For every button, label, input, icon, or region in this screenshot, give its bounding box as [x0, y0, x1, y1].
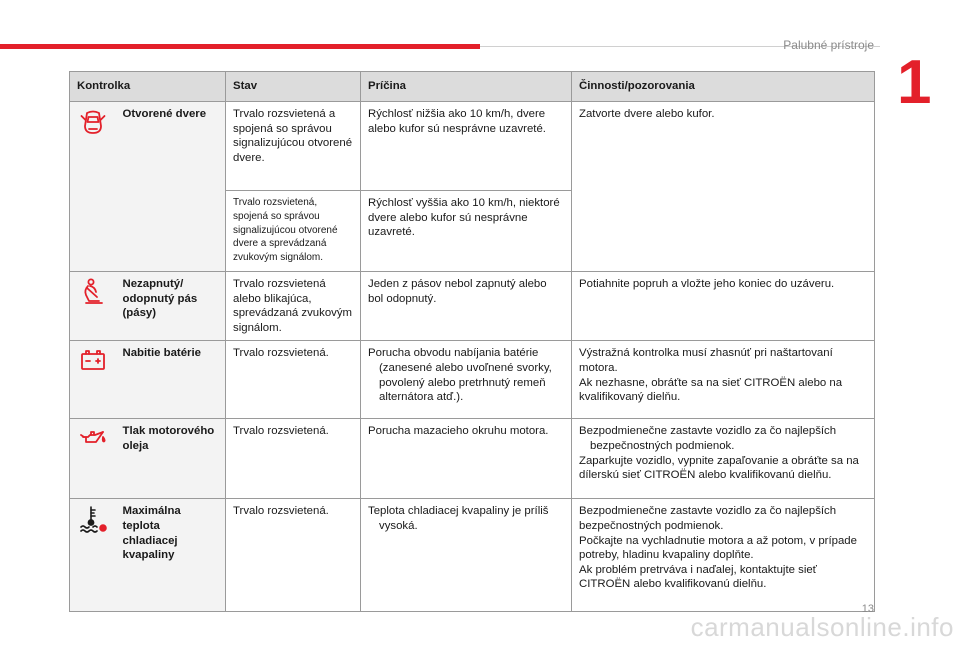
cause-cell: Rýchlosť vyššia ako 10 km/h, niektoré dvere alebo kufor sú nesprávne uzavreté.: [361, 191, 572, 272]
warning-lights-table: [69, 71, 875, 612]
action-cell: [572, 419, 875, 499]
header-pricina: Príčina: [361, 72, 572, 102]
cause-text: Porucha obvodu nabíjania batérie (zanesené alebo uvoľnené svorky, povolený alebo pretrhnutý remeň alternátora atď.).: [368, 347, 552, 404]
warning-name: Maximálna teplota chladiacej kvapaliny: [116, 499, 226, 612]
state-cell: Trvalo rozsvietená, spojená so správou signalizujúcou otvorené dvere a sprevádzaná zvukovým signálom.: [226, 191, 361, 272]
icon-cell: [70, 499, 116, 612]
action-text: Ak problém pretrváva i naďalej, kontaktujte sieť CITROËN alebo kvalifikovanú dielňu.: [579, 563, 817, 591]
battery-icon: [78, 346, 108, 376]
table-row-coolant: [70, 499, 875, 612]
state-cell: Trvalo rozsvietená.: [226, 419, 361, 499]
action-text: Ak nezhasne, obráťte sa na sieť CITROËN alebo na kvalifikovaný dielňu.: [579, 376, 843, 404]
action-text: Bezpodmienečne zastavte vozidlo za čo najlepších bezpečnostných podmienok.: [579, 505, 837, 532]
action-text: Bezpodmienečne zastavte vozidlo za čo najlepších bezpečnostných podmienok.: [579, 425, 837, 452]
table-row-battery: [70, 341, 875, 419]
table-row-seatbelt: [70, 272, 875, 341]
warning-name: Nabitie batérie: [116, 341, 226, 419]
seatbelt-icon: [78, 277, 108, 307]
table-row-oil: [70, 419, 875, 499]
action-cell: [572, 341, 875, 419]
icon-cell: [70, 102, 116, 272]
cause-cell: Jeden z pásov nebol zapnutý alebo bol odopnutý.: [361, 272, 572, 341]
action-text: Počkajte na vychladnutie motora a až potom, v prípade potreby, hladinu kvapaliny doplňte.: [579, 534, 857, 562]
cause-cell: [361, 499, 572, 612]
icon-cell: [70, 419, 116, 499]
state-cell: Trvalo rozsvietená.: [226, 341, 361, 419]
oil-can-icon: [78, 424, 108, 454]
warning-name: Nezapnutý/ odopnutý pás (pásy): [116, 272, 226, 341]
action-text: Výstražná kontrolka musí zhasnúť pri naštartovaní motora.: [579, 347, 833, 374]
section-title: Palubné prístroje: [783, 38, 874, 52]
cause-cell: Rýchlosť nižšia ako 10 km/h, dvere alebo kufor sú nesprávne uzavreté.: [361, 102, 572, 191]
action-text: Zaparkujte vozidlo, vypnite zapaľovanie a obráťte sa na dílerskú sieť CITROËN alebo kvalifikovanú dielňu.: [579, 454, 859, 482]
action-cell: Zatvorte dvere alebo kufor.: [572, 102, 875, 272]
action-cell: [572, 499, 875, 612]
icon-cell: [70, 272, 116, 341]
state-cell: Trvalo rozsvietená a spojená so správou signalizujúcou otvorené dvere.: [226, 102, 361, 191]
header-stav: Stav: [226, 72, 361, 102]
warning-name: Tlak motorového oleja: [116, 419, 226, 499]
state-cell: Trvalo rozsvietená alebo blikajúca, sprevádzaná zvukovým signálom.: [226, 272, 361, 341]
table-row-doors: [70, 102, 875, 191]
header-kontrolka: Kontrolka: [70, 72, 226, 102]
header-accent-bar: [0, 44, 480, 49]
coolant-temperature-icon: [78, 504, 108, 534]
header-cinnosti: Činnosti/pozorovania: [572, 72, 875, 102]
chapter-number: 1: [897, 48, 932, 117]
watermark: carmanualsonline.info: [690, 612, 954, 642]
door-open-icon: [78, 107, 108, 137]
page-number: 13: [861, 603, 874, 615]
icon-cell: [70, 341, 116, 419]
cause-cell: Porucha mazacieho okruhu motora.: [361, 419, 572, 499]
cause-text: Teplota chladiacej kvapaliny je príliš vysoká.: [368, 505, 549, 532]
warning-name: Otvorené dvere: [116, 102, 226, 272]
action-cell: Potiahnite popruh a vložte jeho koniec do uzáveru.: [572, 272, 875, 341]
cause-cell: [361, 341, 572, 419]
state-cell: Trvalo rozsvietená.: [226, 499, 361, 612]
table-header-row: [70, 72, 875, 102]
